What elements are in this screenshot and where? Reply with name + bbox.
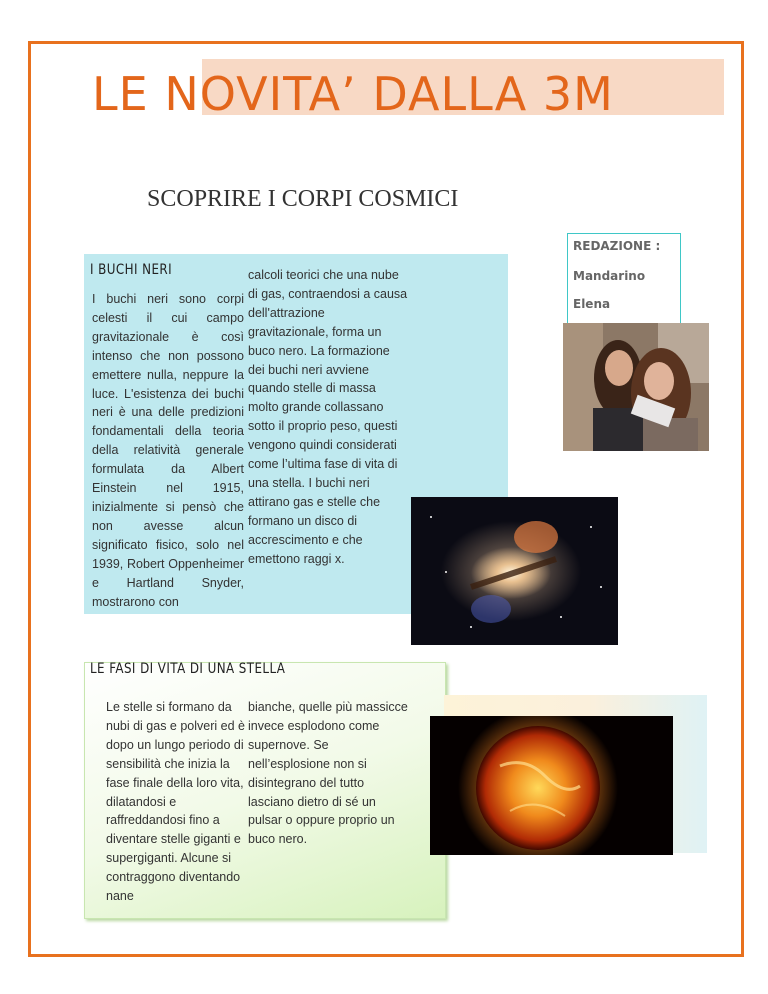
sun-image xyxy=(430,716,673,855)
page-title: LE NOVITA’ DALLA 3M xyxy=(92,67,614,121)
article-black-holes-col2: calcoli teorici che una nube di gas, contraendosi a causa dell'attrazione gravitazionale, forma un buco nero. La formazione dei buchi neri avviene quando stelle di massa molto grande collassano sotto il proprio peso, questi vengono quindi considerati come l’ultima fase di vita di una stella. I buchi neri attirano gas e stelle che formano un disco di accrescimento e che emettono raggi x. xyxy=(248,268,408,566)
redazione-label: REDAZIONE : xyxy=(573,239,661,253)
article-black-holes-heading: I BUCHI NERI xyxy=(90,262,173,278)
editor-surname: Mandarino xyxy=(573,269,646,283)
article-star-life-heading: LE FASI DI VITA DI UNA STELLA xyxy=(90,661,286,677)
article-star-life-col1: Le stelle si formano da nubi di gas e polveri ed è dopo un lungo periodo di sensibilità che inizia la fase finale della loro vita, dilatandosi e raffreddandosi fino a diventare stelle giganti e supergiganti. Alcune si contraggono diventando nane xyxy=(106,700,245,904)
page-subtitle: SCOPRIRE I CORPI COSMICI xyxy=(147,186,459,212)
redazione-box xyxy=(567,233,681,328)
article-star-life-col2: bianche, quelle più massicce invece esplodono come supernove. Se nell’esplosione non si disintegrano del tutto lasciano dietro di sé un pulsar o oppure proprio un buco nero. xyxy=(248,700,408,847)
galaxy-image xyxy=(411,497,618,645)
article-black-holes-col1: I buchi neri sono corpi celesti il cui campo gravitazionale è così intenso che non possono emettere nulla, neppure la luce. L'esistenza dei buchi neri è una delle predizioni fondamentali della teoria della relatività generale formulata da Albert Einstein nel 1915, inizialmente si pensò che non avesse alcun significato fisico, solo nel 1939, Robert Oppenheimer e Hartland Snyder, mostrarono con xyxy=(92,292,244,609)
editor-name: Elena xyxy=(573,297,611,311)
editors-photo xyxy=(563,323,709,451)
